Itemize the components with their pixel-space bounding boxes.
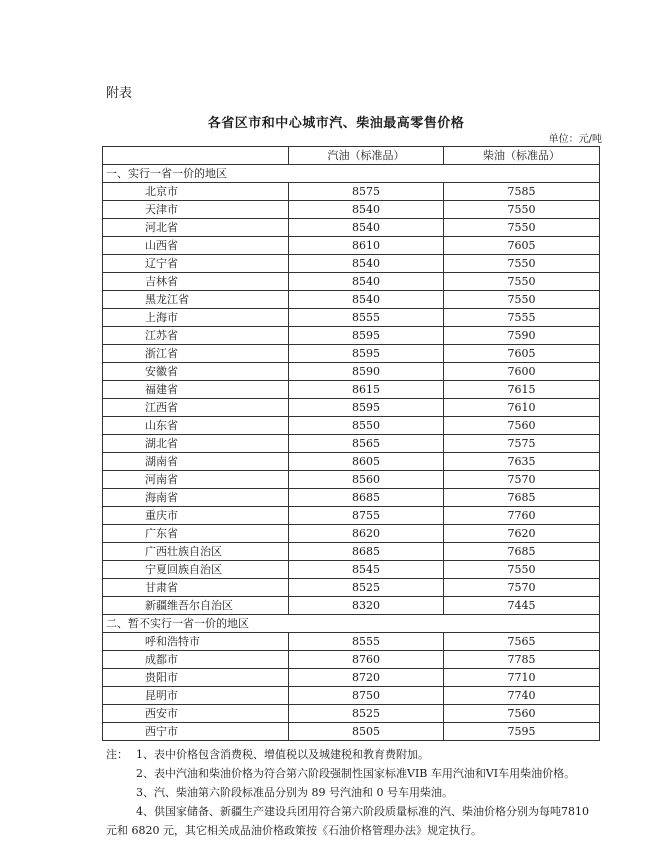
section-row [103, 165, 600, 183]
header-cell-blank [103, 147, 289, 165]
gasoline-price: 8320 [289, 597, 444, 615]
region-name: 昆明市 [103, 687, 289, 705]
section-title-1: 一、实行一省一价的地区 [103, 165, 600, 183]
table-row [103, 363, 600, 381]
gasoline-price: 8555 [289, 633, 444, 651]
header-diesel: 柴油（标准品） [444, 147, 600, 165]
diesel-price: 7740 [444, 687, 600, 705]
note-1 [106, 745, 600, 764]
section-row [103, 615, 600, 633]
region-name: 吉林省 [103, 273, 289, 291]
diesel-price: 7575 [444, 435, 600, 453]
region-name: 重庆市 [103, 507, 289, 525]
table-row [103, 345, 600, 363]
region-name: 辽宁省 [103, 255, 289, 273]
table-row [103, 579, 600, 597]
table-row [103, 597, 600, 615]
table-row [103, 651, 600, 669]
gasoline-price: 8760 [289, 651, 444, 669]
table-row [103, 417, 600, 435]
table-row [103, 453, 600, 471]
gasoline-price: 8540 [289, 273, 444, 291]
diesel-price: 7685 [444, 543, 600, 561]
region-name: 广西壮族自治区 [103, 543, 289, 561]
region-name: 安徽省 [103, 363, 289, 381]
diesel-price: 7550 [444, 255, 600, 273]
diesel-price: 7685 [444, 489, 600, 507]
gasoline-price: 8560 [289, 471, 444, 489]
price-table-body [103, 147, 600, 741]
unit-label: 单位：元/吨 [548, 134, 602, 145]
gasoline-price: 8555 [289, 309, 444, 327]
diesel-price: 7710 [444, 669, 600, 687]
table-row [103, 687, 600, 705]
diesel-price: 7605 [444, 237, 600, 255]
gasoline-price: 8540 [289, 255, 444, 273]
diesel-price: 7550 [444, 201, 600, 219]
gasoline-price: 8605 [289, 453, 444, 471]
note-1-text: 1、表中价格包含消费税、增值税以及城建税和教育费附加。 [136, 748, 429, 761]
region-name: 宁夏回族自治区 [103, 561, 289, 579]
table-row [103, 471, 600, 489]
document-title: 各省区市和中心城市汽、柴油最高零售价格 [207, 116, 465, 131]
attachment-label: 附表 [106, 86, 133, 101]
diesel-price: 7445 [444, 597, 600, 615]
header-row [103, 147, 600, 165]
diesel-price: 7560 [444, 705, 600, 723]
diesel-price: 7605 [444, 345, 600, 363]
diesel-price: 7620 [444, 525, 600, 543]
diesel-price: 7610 [444, 399, 600, 417]
gasoline-price: 8685 [289, 543, 444, 561]
region-name: 山东省 [103, 417, 289, 435]
table-row [103, 561, 600, 579]
gasoline-price: 8525 [289, 705, 444, 723]
table-row [103, 399, 600, 417]
gasoline-price: 8720 [289, 669, 444, 687]
table-row [103, 273, 600, 291]
region-name: 西安市 [103, 705, 289, 723]
diesel-price: 7570 [444, 471, 600, 489]
region-name: 海南省 [103, 489, 289, 507]
gasoline-price: 8540 [289, 201, 444, 219]
diesel-price: 7560 [444, 417, 600, 435]
diesel-price: 7585 [444, 183, 600, 201]
diesel-price: 7760 [444, 507, 600, 525]
gasoline-price: 8550 [289, 417, 444, 435]
table-row [103, 291, 600, 309]
gasoline-price: 8685 [289, 489, 444, 507]
header-gasoline: 汽油（标准品） [289, 147, 444, 165]
region-name: 河南省 [103, 471, 289, 489]
gasoline-price: 8610 [289, 237, 444, 255]
diesel-price: 7565 [444, 633, 600, 651]
gasoline-price: 8595 [289, 345, 444, 363]
region-name: 江苏省 [103, 327, 289, 345]
price-table [102, 146, 600, 741]
notes [106, 745, 600, 840]
table-row [103, 309, 600, 327]
diesel-price: 7615 [444, 381, 600, 399]
section-title-2: 二、暂不实行一省一价的地区 [103, 615, 600, 633]
region-name: 呼和浩特市 [103, 633, 289, 651]
gasoline-price: 8545 [289, 561, 444, 579]
diesel-price: 7635 [444, 453, 600, 471]
region-name: 成都市 [103, 651, 289, 669]
region-name: 福建省 [103, 381, 289, 399]
table-row [103, 543, 600, 561]
region-name: 江西省 [103, 399, 289, 417]
table-row [103, 705, 600, 723]
diesel-price: 7590 [444, 327, 600, 345]
table-row [103, 201, 600, 219]
gasoline-price: 8505 [289, 723, 444, 741]
table-row [103, 219, 600, 237]
region-name: 河北省 [103, 219, 289, 237]
note-3: 3、汽、柴油第六阶段标准品分别为 89 号汽油和 0 号车用柴油。 [136, 786, 453, 799]
table-row [103, 507, 600, 525]
table-row [103, 255, 600, 273]
region-name: 湖南省 [103, 453, 289, 471]
diesel-price: 7550 [444, 291, 600, 309]
gasoline-price: 8620 [289, 525, 444, 543]
diesel-price: 7570 [444, 579, 600, 597]
region-name: 上海市 [103, 309, 289, 327]
gasoline-price: 8540 [289, 219, 444, 237]
region-name: 黑龙江省 [103, 291, 289, 309]
diesel-price: 7550 [444, 561, 600, 579]
region-name: 甘肃省 [103, 579, 289, 597]
gasoline-price: 8755 [289, 507, 444, 525]
diesel-price: 7550 [444, 219, 600, 237]
gasoline-price: 8590 [289, 363, 444, 381]
gasoline-price: 8750 [289, 687, 444, 705]
table-row [103, 381, 600, 399]
note-2: 2、表中汽油和柴油价格为符合第六阶段强制性国家标准VIB 车用汽油和VI车用柴油价格。 [136, 767, 576, 780]
diesel-price: 7555 [444, 309, 600, 327]
gasoline-price: 8540 [289, 291, 444, 309]
diesel-price: 7785 [444, 651, 600, 669]
table-row [103, 633, 600, 651]
diesel-price: 7600 [444, 363, 600, 381]
gasoline-price: 8595 [289, 399, 444, 417]
diesel-price: 7550 [444, 273, 600, 291]
region-name: 新疆维吾尔自治区 [103, 597, 289, 615]
region-name: 北京市 [103, 183, 289, 201]
table-row [103, 723, 600, 741]
region-name: 山西省 [103, 237, 289, 255]
table-row [103, 327, 600, 345]
table-row [103, 525, 600, 543]
table-row [103, 489, 600, 507]
gasoline-price: 8615 [289, 381, 444, 399]
gasoline-price: 8595 [289, 327, 444, 345]
region-name: 湖北省 [103, 435, 289, 453]
notes-label: 注： [106, 748, 128, 761]
region-name: 西宁市 [103, 723, 289, 741]
region-name: 广东省 [103, 525, 289, 543]
table-row [103, 435, 600, 453]
region-name: 天津市 [103, 201, 289, 219]
gasoline-price: 8575 [289, 183, 444, 201]
table-row [103, 237, 600, 255]
region-name: 贵阳市 [103, 669, 289, 687]
gasoline-price: 8525 [289, 579, 444, 597]
diesel-price: 7595 [444, 723, 600, 741]
region-name: 浙江省 [103, 345, 289, 363]
table-row [103, 183, 600, 201]
gasoline-price: 8565 [289, 435, 444, 453]
note-4: 4、供国家储备、新疆生产建设兵团用符合第六阶段质量标准的汽、柴油价格分别为每吨7810 元和 6820 元，其它相关成品油价格政策按《石油价格管理办法》规定执行。 [106, 805, 589, 837]
table-row [103, 669, 600, 687]
